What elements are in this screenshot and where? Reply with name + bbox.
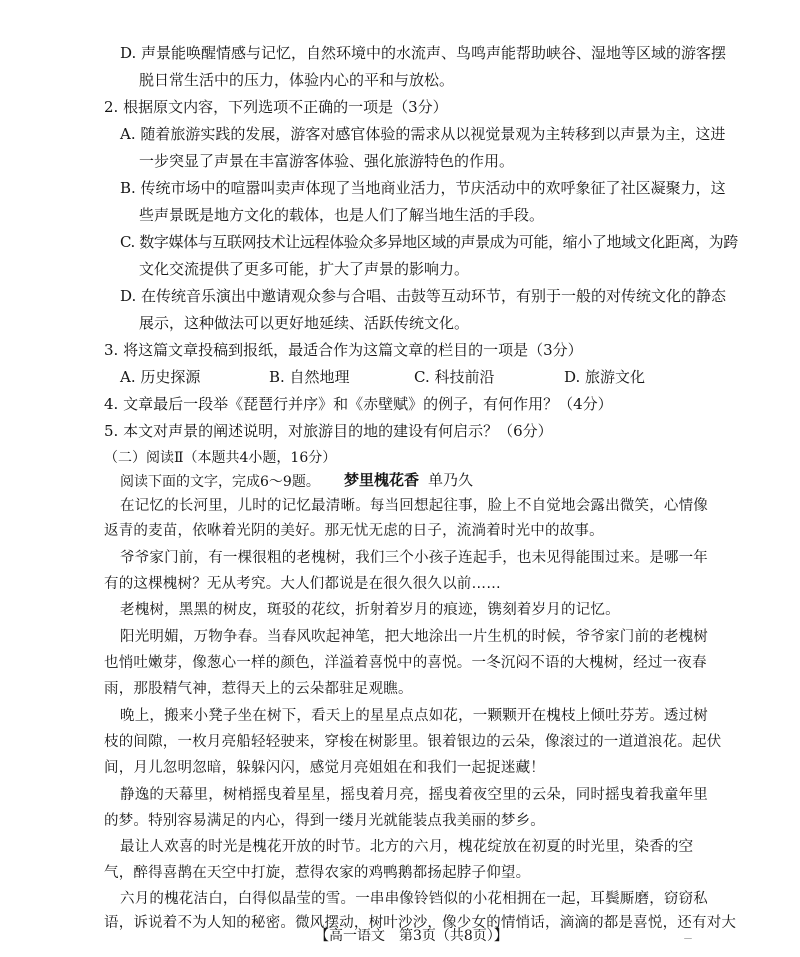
article-line: 老槐树，黑黑的树皮，斑驳的花纹，折射着岁月的痕迹，镌刻着岁月的记忆。 — [120, 602, 620, 618]
question-3: 3. 将这篇文章投稿到报纸，最适合作为这篇文章的栏目的一项是（3分） — [104, 341, 583, 359]
option-d-line1: D. 在传统音乐演出中邀请观众参与合唱、击鼓等互动环节，有别于一般的对传统文化的静态 — [120, 287, 727, 305]
article-line: 气，醉得喜鹊在天空中打旋，惹得农家的鸡鸭鹅都扬起脖子仰望。 — [104, 865, 531, 881]
page-footer: 【高一语文 第3页（共8页）】 — [315, 928, 508, 944]
option-b-line2: 些声景既是地方文化的载体，也是人们了解当地生活的手段。 — [139, 206, 545, 224]
reading-instruction: 阅读下面的文字，完成6～9题。 — [120, 474, 320, 490]
option-d-q1-line2: 脱日常生活中的压力，体验内心的平和与放松。 — [139, 71, 455, 89]
option-b-line1: B. 传统市场中的喧嚣叫卖声体现了当地商业活力，节庆活动中的欢呼象征了社区凝聚力，这 — [120, 179, 726, 197]
question-4: 4. 文章最后一段举《琵琶行并序》和《赤壁赋》的例子，有何作用？（4分） — [104, 395, 613, 413]
article-line: 最让人欢喜的时光是槐花开放的时节。北方的六月，槐花绽放在初夏的时光里，染香的空 — [120, 839, 694, 855]
article-author: 单乃久 — [428, 471, 474, 489]
q3-option-b: B. 自然地理 — [269, 368, 350, 386]
article-line: 也悄吐嫩芽，像葱心一样的颜色，洋溢着喜悦中的喜悦。一冬沉闷不语的大槐树，经过一夜春 — [104, 655, 707, 671]
q3-option-c: C. 科技前沿 — [414, 368, 495, 386]
question-5: 5. 本文对声景的阐述说明，对旅游目的地的建设有何启示？（6分） — [104, 422, 553, 440]
article-line: 六月的槐花洁白，白得似晶莹的雪。一串串像铃铛似的小花相拥在一起，耳鬓厮磨，窃窃私 — [120, 891, 708, 907]
article-line: 在记忆的长河里，儿时的记忆最清晰。每当回想起往事，脸上不自觉地会露出微笑，心情像 — [120, 498, 708, 514]
article-line: 阳光明媚，万物争春。当春风吹起神笔，把大地涂出一片生机的时候，爷爷家门前的老槐树 — [120, 629, 708, 645]
article-line: 晚上，搬来小凳子坐在树下，看天上的星星点点如花，一颗颗开在槐枝上倾吐芬芳。透过树 — [120, 708, 708, 724]
option-c-line1: C. 数字媒体与互联网技术让远程体验众多异地区域的声景成为可能，缩小了地域文化距离，为跨 — [120, 233, 738, 251]
article-line: 间，月儿忽明忽暗，躲躲闪闪，感觉月亮姐姐在和我们一起捉迷藏！ — [104, 760, 545, 776]
article-line: 语，诉说着不为人知的秘密。微风摆动，树叶沙沙，像少女的情悄话，滴滴的都是喜悦，还有对大 — [104, 915, 737, 931]
corner-mark: － — [683, 934, 693, 945]
article-line: 有的这棵槐树？无从考究。大人们都说是在很久很久以前…… — [104, 576, 501, 592]
article-line: 静逸的天幕里，树梢摇曳着星星，摇曳着月亮，摇曳着夜空里的云朵，同时摇曳着我童年里 — [120, 787, 708, 803]
option-a-line2: 一步突显了声景在丰富游客体验、强化旅游特色的作用。 — [139, 152, 515, 170]
article-title: 梦里槐花香 — [344, 471, 420, 489]
article-line: 返青的麦苗，依咻着光阴的美好。那无忧无虑的日子，流淌着时光中的故事。 — [104, 523, 604, 539]
question-2: 2. 根据原文内容，下列选项不正确的一项是（3分） — [104, 98, 448, 116]
option-d-line2: 展示，这种做法可以更好地延续、活跃传统文化。 — [139, 314, 470, 332]
q3-option-a: A. 历史探源 — [120, 368, 201, 386]
option-d-q1-line1: D. 声景能唤醒情感与记忆，自然环境中的水流声、鸟鸣声能帮助峡谷、湿地等区域的游客摆 — [120, 44, 727, 62]
article-line: 雨，那股精气神，惹得天上的云朵都驻足观瞧。 — [104, 681, 413, 697]
article-line: 的梦。特别容易满足的内心，得到一缕月光就能装点我美丽的梦乡。 — [104, 813, 545, 829]
option-a-line1: A. 随着旅游实践的发展，游客对感官体验的需求从以视觉景观为主转移到以声景为主，这进 — [120, 125, 726, 143]
section-heading: （二）阅读Ⅱ（本题共4小题，16分） — [104, 450, 337, 466]
q3-option-d: D. 旅游文化 — [564, 368, 646, 386]
option-c-line2: 文化交流提供了更多可能，扩大了声景的影响力。 — [139, 260, 470, 278]
article-line: 爷爷家门前，有一棵很粗的老槐树，我们三个小孩子连起手，也未见得能围过来。是哪一年 — [120, 550, 708, 566]
article-line: 枝的间隙，一枚月亮船轻轻驶来，穿梭在树影里。银着银边的云朵，像滚过的一道道浪花。起伏 — [104, 734, 722, 750]
